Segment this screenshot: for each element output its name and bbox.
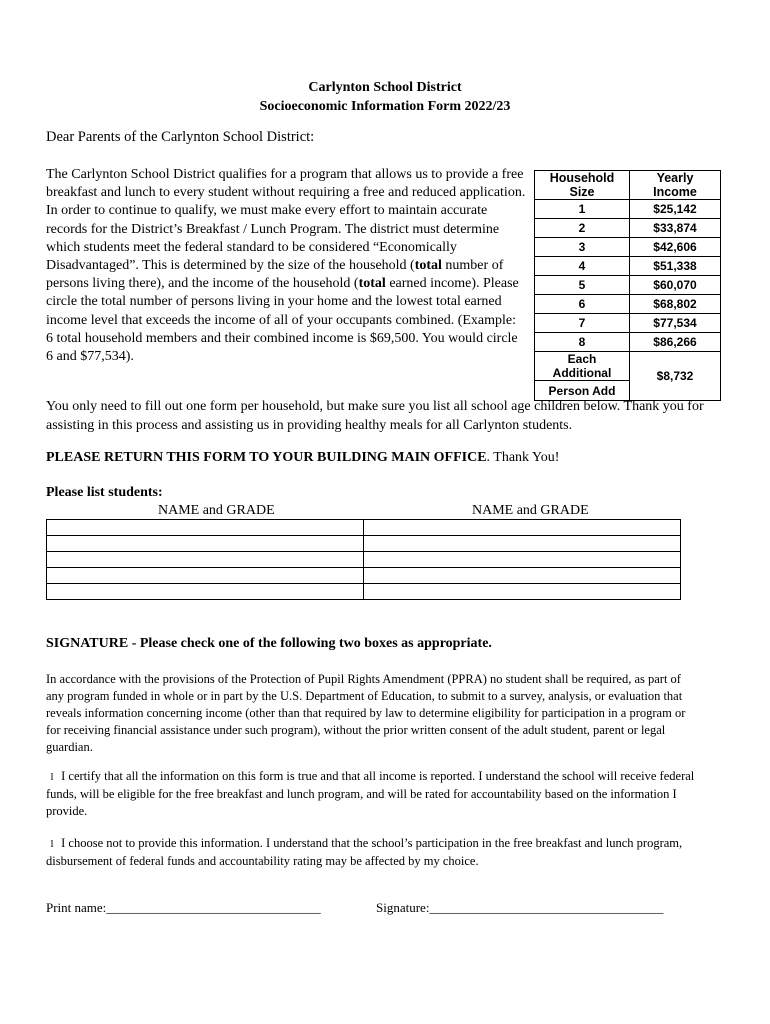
income-row[interactable] [535,257,721,276]
yearly-income[interactable]: $60,070 [630,276,721,295]
certify-text: I certify that all the information on this form is true and that all income is reported. I understand the school will receive federal funds, will be eligible for the free breakfast and lunch program, and will be rated for accountability based on the information I provide. [46,769,695,818]
additional-person-label: Each Additional [535,352,630,381]
yearly-income[interactable]: $68,802 [630,295,721,314]
salutation: Dear Parents of the Carlynton School District: [46,129,315,145]
additional-person-income: $8,732 [630,352,721,401]
certify-option [46,768,696,820]
certify-checkbox[interactable]: l [50,771,54,783]
household-size[interactable]: 1 [535,200,630,219]
yearly-income[interactable]: $25,142 [630,200,721,219]
table-row [47,536,681,552]
student-entry-cell[interactable] [47,568,364,584]
decline-text: I choose not to provide this information. I understand that the school’s participation in the free breakfast and lunch program, disbursement of federal funds and accountability rating may be affected by my choice. [46,836,683,868]
household-size[interactable]: 8 [535,333,630,352]
print-name-field[interactable]: Print name:_________________________________ [46,900,321,915]
income-row[interactable] [535,333,721,352]
intro-paragraph: The Carlynton School District qualifies for a program that allows us to provide a free breakfast and lunch to every student without requiring a free and reduced application. In order to continue to qualify, we must make every effort to maintain accurate records for the District’s Breakfast / Lunch Program. The district must determine which students meet the federal standard to be considered “Economically Disadvantaged”. This is determined by the size of the household (total number of persons living there), and the income of the household (total earned income). Please circle the total number of persons living in your home and the lowest total earned income level that exceeds the income of all of your occupants combined. (Example: 6 total household members and their combined income is $69,500. You would circle 6 and $77,534). [46,167,526,365]
decline-checkbox[interactable]: l [50,838,54,850]
household-size[interactable]: 2 [535,219,630,238]
income-row[interactable] [535,238,721,257]
student-entry-cell[interactable] [364,568,681,584]
district-name: Carlynton School District [308,80,462,95]
student-entry-cell[interactable] [364,552,681,568]
income-row[interactable] [535,276,721,295]
table-row [47,520,681,536]
yearly-income-header: Yearly Income [630,171,721,200]
table-row [47,568,681,584]
income-row[interactable] [535,314,721,333]
signature-field[interactable]: Signature:____________________________________ [376,900,664,915]
student-entry-cell[interactable] [47,520,364,536]
income-row[interactable] [535,200,721,219]
household-size[interactable]: 4 [535,257,630,276]
students-label: Please list students: [46,485,163,500]
ppra-notice: In accordance with the provisions of the Protection of Pupil Rights Amendment (PPRA) no student shall be required, as part of any program funded in whole or in part by the U.S. Department of Education, to submit to a survey, analysis, or evaluation that reveals information concerning income (other than that required by law to determine eligibility for participation in a program or for receiving financial assistance under such program), without the prior written consent of the adult student, parent or legal guardian. [46,672,686,754]
yearly-income[interactable]: $86,266 [630,333,721,352]
additional-person-row [535,352,721,381]
yearly-income[interactable]: $33,874 [630,219,721,238]
decline-option [46,835,696,870]
household-size[interactable]: 6 [535,295,630,314]
yearly-income[interactable]: $77,534 [630,314,721,333]
return-notice: PLEASE RETURN THIS FORM TO YOUR BUILDING MAIN OFFICE. Thank You! [46,450,560,465]
income-row[interactable] [535,295,721,314]
student-entry-cell[interactable] [364,584,681,600]
students-table [46,519,681,600]
signature-heading: SIGNATURE - Please check one of the following two boxes as appropriate. [46,636,492,651]
instructions-paragraph: You only need to fill out one form per household, but make sure you list all school age children below. Thank you for assisting in this process and assisting us in providing healthy meals for all Carlynton students. [46,399,704,433]
table-row [47,552,681,568]
income-row[interactable] [535,219,721,238]
student-entry-cell[interactable] [47,584,364,600]
student-entry-cell[interactable] [364,520,681,536]
income-table [534,170,721,401]
student-entry-cell[interactable] [47,536,364,552]
name-grade-header-2: NAME and GRADE [472,503,589,518]
form-name: Socioeconomic Information Form 2022/23 [259,99,511,114]
additional-person-label-2: Person Add [535,381,630,401]
yearly-income[interactable]: $42,606 [630,238,721,257]
form-title [0,78,770,116]
student-entry-cell[interactable] [47,552,364,568]
household-size[interactable]: 3 [535,238,630,257]
name-grade-header-1: NAME and GRADE [158,503,275,518]
yearly-income[interactable]: $51,338 [630,257,721,276]
household-size[interactable]: 5 [535,276,630,295]
household-size[interactable]: 7 [535,314,630,333]
student-entry-cell[interactable] [364,536,681,552]
table-row [47,584,681,600]
household-size-header: Household Size [535,171,630,200]
